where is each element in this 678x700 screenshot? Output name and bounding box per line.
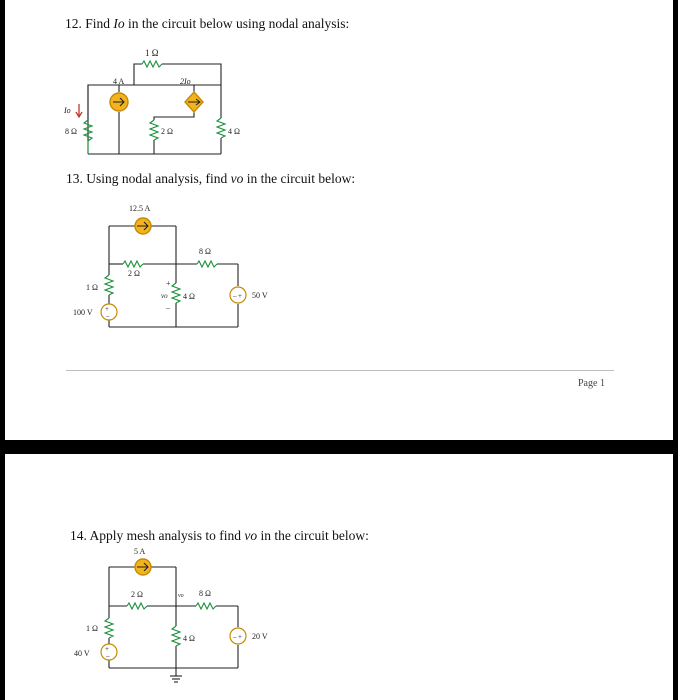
voltage-label: vo [161,292,168,300]
dependent-source-label: 2Io [180,77,191,86]
polarity-minus: – [233,633,237,641]
polarity-minus: – [233,292,237,300]
question-text: Using nodal analysis, find [86,171,228,186]
resistor-label: 1 Ω [145,48,159,58]
polarity-plus: + [105,305,109,313]
question-variable: vo [244,528,258,543]
resistor-8-ohm [197,261,217,267]
question-number: 14. [70,528,87,543]
source-label: 40 V [74,649,90,658]
polarity-plus: + [105,645,109,653]
wire [134,64,142,85]
resistor-label: 8 Ω [199,589,211,598]
resistor-label: 4 Ω [183,292,195,301]
resistor-label: 2 Ω [128,269,140,278]
polarity-plus: + [238,292,242,300]
resistor-2-ohm [123,261,143,267]
question-number: 12. [65,16,82,31]
source-label: 5 A [134,547,146,556]
resistor-label: 4 Ω [183,634,195,643]
question-text: in the circuit below: [260,528,369,543]
page-number: Page 1 [578,378,605,389]
circuit-14 [74,547,268,682]
question-text: in the circuit below using nodal analysis: [128,16,350,31]
source-label: 20 V [252,632,268,641]
wire [154,112,194,120]
resistor-2-ohm [150,120,158,140]
arrow-down-icon [76,104,82,117]
source-label: 50 V [252,291,268,300]
resistor-label: 8 Ω [65,127,77,136]
source-label: 4 A [113,77,125,86]
wire [88,85,134,154]
resistor-4-ohm [172,626,180,646]
source-label: 100 V [73,308,93,317]
resistor-4-ohm [172,283,180,303]
polarity-minus: – [106,652,110,660]
circuit-13 [73,204,268,327]
voltage-label: vo [178,593,184,599]
resistor-label: 4 Ω [228,127,240,136]
source-label: 12.5 A [129,204,151,213]
resistor-1-ohm [142,61,162,67]
resistor-label: 1 Ω [86,624,98,633]
question-variable: vo [230,171,244,186]
resistor-label: 2 Ω [131,590,143,599]
question-text: in the circuit below: [246,171,356,186]
resistor-1-ohm [105,618,113,638]
resistor-4-ohm [217,118,225,138]
polarity-minus: – [166,303,170,312]
polarity-plus: + [238,633,242,641]
polarity-minus: – [106,312,110,320]
question-variable: Io [113,16,125,31]
resistor-label: 2 Ω [161,127,173,136]
resistor-label: 8 Ω [199,247,211,256]
resistor-1-ohm [105,275,113,295]
resistor-8-ohm [196,603,216,609]
current-label: Io [64,106,71,115]
wire [162,64,221,85]
question-text: Apply mesh analysis to find [89,528,242,543]
polarity-plus: + [166,279,171,288]
question-text: Find [85,16,111,31]
circuit-12 [63,48,240,154]
resistor-2-ohm [127,603,147,609]
resistor-label: 1 Ω [86,283,98,292]
question-number: 13. [66,171,83,186]
